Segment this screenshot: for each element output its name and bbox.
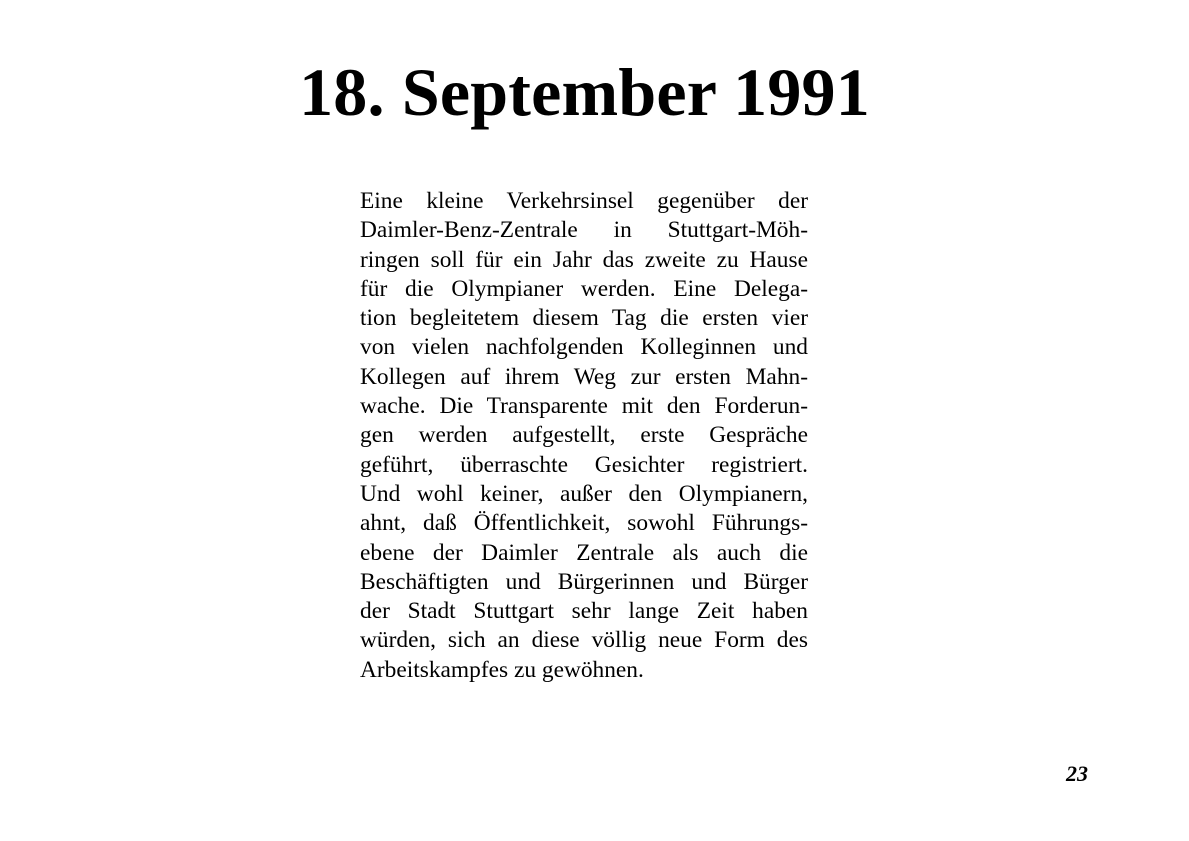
body-paragraph (360, 187, 808, 685)
paragraph-line: Beschäftigten und Bürgerinnen und Bürger (360, 568, 808, 595)
page-number: 23 (1066, 761, 1088, 786)
paragraph-line: für die Olympianer werden. Eine Delega- (360, 275, 808, 302)
paragraph-line: Arbeitskampfes zu gewöhnen. (360, 656, 644, 683)
paragraph-line: tion begleitetem diesem Tag die ersten vier (360, 305, 808, 332)
paragraph-line: würden, sich an diese völlig neue Form des (360, 627, 808, 654)
page-title: 18. September 1991 (299, 54, 870, 130)
paragraph-line: Eine kleine Verkehrsinsel gegenüber der (360, 188, 808, 214)
paragraph-line: geführt, überraschte Gesichter registriert. (360, 451, 808, 478)
paragraph-line: der Stadt Stuttgart sehr lange Zeit haben (360, 598, 808, 625)
paragraph-line: Kollegen auf ihrem Weg zur ersten Mahn- (360, 363, 808, 390)
paragraph-line: ebene der Daimler Zentrale als auch die (360, 539, 808, 566)
paragraph-line: gen werden aufgestellt, erste Gespräche (360, 422, 808, 449)
paragraph-line: wache. Die Transparente mit den Forderun- (360, 393, 808, 420)
paragraph-line: ahnt, daß Öffentlichkeit, sowohl Führungs- (360, 510, 808, 537)
paragraph-line: ringen soll für ein Jahr das zweite zu Hause (360, 246, 808, 273)
paragraph-line: Daimler-Benz-Zentrale in Stuttgart-Möh- (360, 217, 808, 244)
paragraph-line: von vielen nachfolgenden Kolleginnen und (360, 334, 808, 361)
paragraph-line: Und wohl keiner, außer den Olympianern, (360, 480, 808, 507)
